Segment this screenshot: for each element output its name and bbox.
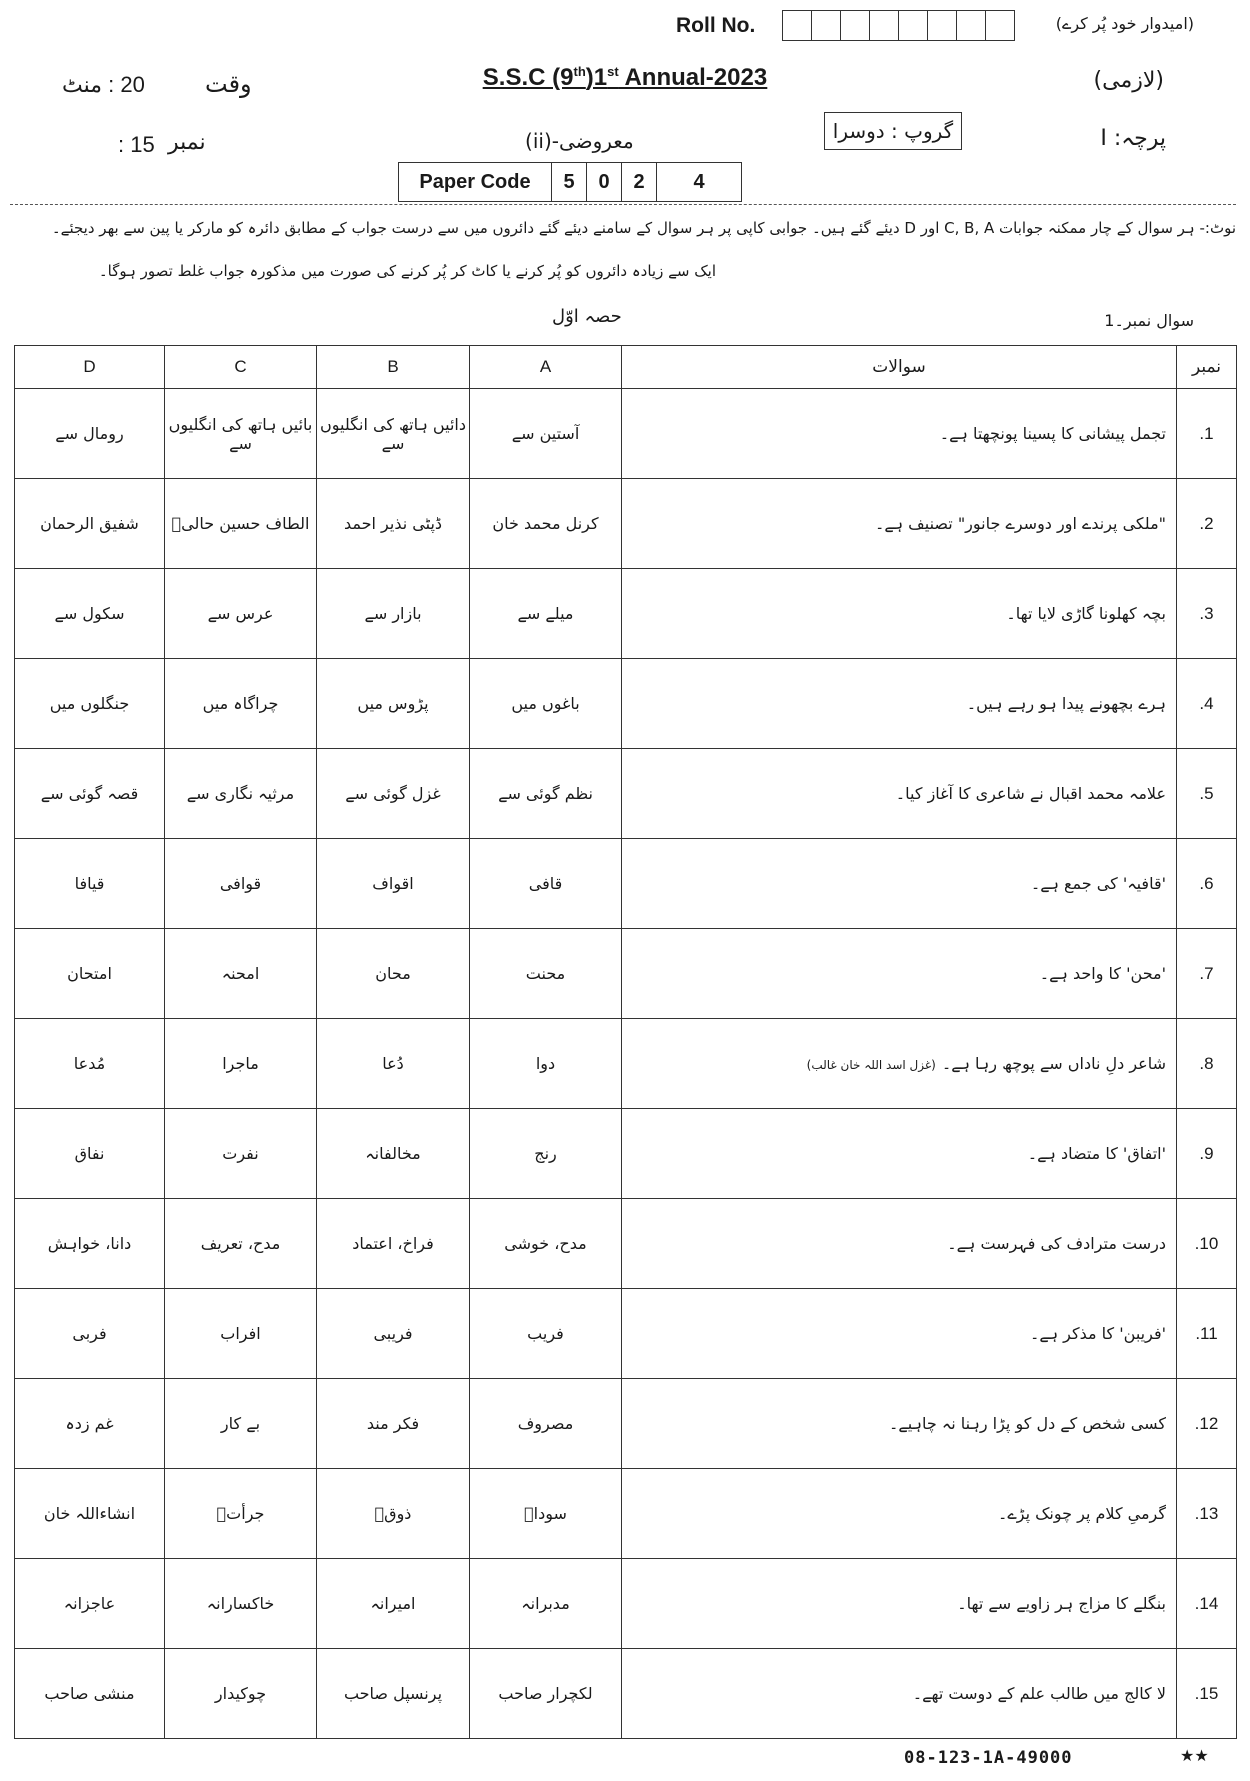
question-text-main: کسی شخص کے دل کو پڑا رہنا نہ چاہیے۔ xyxy=(889,1414,1166,1433)
option-d: رومال سے xyxy=(15,389,165,479)
roll-number-box[interactable] xyxy=(783,11,812,40)
exam-title: S.S.C (9th)1st Annual-2023 xyxy=(482,64,768,91)
question-text xyxy=(622,1379,1177,1469)
option-d: قصہ گوئی سے xyxy=(15,749,165,839)
time-label: وقت xyxy=(205,70,252,98)
question-text-main: بنگلے کا مزاج ہر زاویے سے تھا۔ xyxy=(957,1594,1166,1613)
table-row xyxy=(15,479,1237,569)
roll-number-box[interactable] xyxy=(957,11,986,40)
question-text xyxy=(622,479,1177,569)
option-d: مُدعا xyxy=(15,1019,165,1109)
option-c: مدح، تعریف xyxy=(165,1199,317,1289)
table-row xyxy=(15,1469,1237,1559)
option-a: آستین سے xyxy=(470,389,622,479)
header-option-a: A xyxy=(470,346,622,389)
table-row xyxy=(15,659,1237,749)
option-a: لکچرار صاحب xyxy=(470,1649,622,1739)
option-c: مرثیہ نگاری سے xyxy=(165,749,317,839)
question-text xyxy=(622,1019,1177,1109)
question-text-main: بچہ کھلونا گاڑی لایا تھا۔ xyxy=(1006,604,1166,623)
option-a: سوداؔ xyxy=(470,1469,622,1559)
paper-code-digit: 2 xyxy=(622,163,657,201)
footer-stars: ★★ xyxy=(1180,1746,1209,1765)
question-number: .4 xyxy=(1177,659,1237,749)
option-b: فکر مند xyxy=(317,1379,470,1469)
question-number: .14 xyxy=(1177,1559,1237,1649)
option-b: بازار سے xyxy=(317,569,470,659)
table-row xyxy=(15,1019,1237,1109)
option-b: فریبی xyxy=(317,1289,470,1379)
option-b: دُعا xyxy=(317,1019,470,1109)
question-text-main: 'فریبن' کا مذکر ہے۔ xyxy=(1029,1324,1166,1343)
option-a: رنج xyxy=(470,1109,622,1199)
roll-number-box[interactable] xyxy=(812,11,841,40)
option-d: منشی صاحب xyxy=(15,1649,165,1739)
footer-code: 08-123-1A-49000 xyxy=(904,1748,1073,1768)
question-text-main: ہرے بچھونے پیدا ہو رہے ہیں۔ xyxy=(966,694,1166,713)
question-number: .6 xyxy=(1177,839,1237,929)
group-box: گروپ : دوسرا xyxy=(824,112,962,150)
option-a: قافی xyxy=(470,839,622,929)
question-number-label: سوال نمبر۔1 xyxy=(1104,311,1194,330)
option-a: محنت xyxy=(470,929,622,1019)
table-row xyxy=(15,839,1237,929)
option-b: ڈپٹی نذیر احمد xyxy=(317,479,470,569)
question-number: .1 xyxy=(1177,389,1237,479)
option-c: نفرت xyxy=(165,1109,317,1199)
question-text-main: "ملکی پرندے اور دوسرے جانور" تصنیف ہے۔ xyxy=(874,514,1166,533)
question-text-main: لا کالج میں طالب علم کے دوست تھے۔ xyxy=(912,1684,1166,1703)
option-a: نظم گوئی سے xyxy=(470,749,622,839)
option-b: غزل گوئی سے xyxy=(317,749,470,839)
question-text xyxy=(622,1109,1177,1199)
header-number: نمبر xyxy=(1177,346,1237,389)
question-number: .13 xyxy=(1177,1469,1237,1559)
option-a: دوا xyxy=(470,1019,622,1109)
question-number: .10 xyxy=(1177,1199,1237,1289)
table-row xyxy=(15,569,1237,659)
option-d: غم زدہ xyxy=(15,1379,165,1469)
table-row xyxy=(15,1109,1237,1199)
option-d: سکول سے xyxy=(15,569,165,659)
question-text-main: علامہ محمد اقبال نے شاعری کا آغاز کیا۔ xyxy=(895,784,1166,803)
option-b: پرنسپل صاحب xyxy=(317,1649,470,1739)
option-d: عاجزانہ xyxy=(15,1559,165,1649)
roll-number-box[interactable] xyxy=(986,11,1014,40)
option-b: امیرانہ xyxy=(317,1559,470,1649)
option-c: ماجرا xyxy=(165,1019,317,1109)
paper-code-digit: 0 xyxy=(587,163,622,201)
marks-value: 15 : xyxy=(118,132,155,157)
question-text-main: تجمل پیشانی کا پسینا پونچھتا ہے۔ xyxy=(939,424,1166,443)
roll-number-box[interactable] xyxy=(870,11,899,40)
instruction-note-2: ایک سے زیادہ دائروں کو پُر کرنے یا کاٹ کر پُر کرنے کی صورت میں مذکورہ جواب غلط تصور ہوگا۔ xyxy=(98,262,716,280)
instruction-note-1: نوٹ:- ہر سوال کے چار ممکنہ جوابات C, B, A اور D دیئے گئے ہیں۔ جوابی کاپی پر ہر سوال کے سامنے دیئے گئے دائروں میں سے درست جواب کے مطابق دائرہ کو مارکر یا پین سے بھر دیجئے۔ xyxy=(51,219,1236,237)
question-text-main: شاعر دلِ ناداں سے پوچھ رہا ہے۔ xyxy=(941,1054,1166,1073)
option-a: مدح، خوشی xyxy=(470,1199,622,1289)
option-b: پڑوس میں xyxy=(317,659,470,749)
paper-code-label: Paper Code xyxy=(399,163,552,201)
question-text xyxy=(622,929,1177,1019)
header-option-b: B xyxy=(317,346,470,389)
objective-label: معروضی-(ii) xyxy=(525,129,634,153)
question-text xyxy=(622,1199,1177,1289)
paper-code-digit: 5 xyxy=(552,163,587,201)
option-b: فراخ، اعتماد xyxy=(317,1199,470,1289)
option-c: خاکسارانہ xyxy=(165,1559,317,1649)
question-number: .9 xyxy=(1177,1109,1237,1199)
roll-number-box[interactable] xyxy=(841,11,870,40)
paper-label: پرچہ: I xyxy=(1100,126,1166,151)
compulsory-label: (لازمی) xyxy=(1093,68,1164,93)
option-b: دائیں ہاتھ کی انگلیوں سے xyxy=(317,389,470,479)
section-title: حصہ اوّل xyxy=(552,306,622,327)
option-d: فربی xyxy=(15,1289,165,1379)
question-number: .2 xyxy=(1177,479,1237,569)
paper-code-box xyxy=(398,162,742,202)
header-option-c: C xyxy=(165,346,317,389)
paper-code-digit: 4 xyxy=(693,171,705,193)
question-text xyxy=(622,1559,1177,1649)
question-text-main: 'محن' کا واحد ہے۔ xyxy=(1039,964,1166,983)
option-c: افراب xyxy=(165,1289,317,1379)
option-b: ذوقؔ xyxy=(317,1469,470,1559)
table-row xyxy=(15,1289,1237,1379)
question-number: .5 xyxy=(1177,749,1237,839)
roll-number-boxes[interactable] xyxy=(782,10,1015,41)
question-text xyxy=(622,389,1177,479)
marks-label: نمبر xyxy=(168,130,206,155)
question-text xyxy=(622,659,1177,749)
option-d: شفیق الرحمان xyxy=(15,479,165,569)
option-d: قیافا xyxy=(15,839,165,929)
question-text xyxy=(622,749,1177,839)
question-text-main: گرمیِ کلام پر چونک پڑے۔ xyxy=(997,1504,1166,1523)
question-number: .15 xyxy=(1177,1649,1237,1739)
option-d: جنگلوں میں xyxy=(15,659,165,749)
roll-number-label: Roll No. xyxy=(676,14,756,37)
table-row xyxy=(15,1649,1237,1739)
option-a: مصروف xyxy=(470,1379,622,1469)
question-number: .8 xyxy=(1177,1019,1237,1109)
table-row xyxy=(15,749,1237,839)
question-text-main: 'اتفاق' کا متضاد ہے۔ xyxy=(1027,1144,1166,1163)
option-a: فریب xyxy=(470,1289,622,1379)
question-text-main: 'قافیہ' کی جمع ہے۔ xyxy=(1030,874,1166,893)
table-row xyxy=(15,1379,1237,1469)
header-divider xyxy=(10,204,1236,205)
option-c: امحنہ xyxy=(165,929,317,1019)
option-c: بائیں ہاتھ کی انگلیوں سے xyxy=(165,389,317,479)
mcq-table xyxy=(14,345,1237,1739)
question-text xyxy=(622,569,1177,659)
question-text xyxy=(622,1649,1177,1739)
roll-number-box[interactable] xyxy=(899,11,928,40)
option-a: مدبرانہ xyxy=(470,1559,622,1649)
option-a: باغوں میں xyxy=(470,659,622,749)
option-c: قوافی xyxy=(165,839,317,929)
option-d: امتحان xyxy=(15,929,165,1019)
question-number: .12 xyxy=(1177,1379,1237,1469)
option-c: بے کار xyxy=(165,1379,317,1469)
table-row xyxy=(15,929,1237,1019)
question-text xyxy=(622,1289,1177,1379)
table-header-row xyxy=(15,346,1237,389)
option-b: اقواف xyxy=(317,839,470,929)
option-c: عرس سے xyxy=(165,569,317,659)
question-number: .7 xyxy=(1177,929,1237,1019)
header-questions: سوالات xyxy=(622,346,1177,389)
option-c: چراگاہ میں xyxy=(165,659,317,749)
table-row xyxy=(15,1199,1237,1289)
question-note: (غزل اسد اللہ خان غالب) xyxy=(806,1058,936,1072)
option-d: دانا، خواہش xyxy=(15,1199,165,1289)
question-text xyxy=(622,1469,1177,1559)
option-c: الطاف حسین حالیؔ xyxy=(165,479,317,569)
option-a: کرنل محمد خان xyxy=(470,479,622,569)
question-text xyxy=(622,839,1177,929)
time-value: 20 : منٹ xyxy=(62,72,145,97)
option-b: مخالفانہ xyxy=(317,1109,470,1199)
option-c: جرأتؔ xyxy=(165,1469,317,1559)
header-option-d: D xyxy=(15,346,165,389)
question-number: .3 xyxy=(1177,569,1237,659)
roll-number-box[interactable] xyxy=(928,11,957,40)
table-row xyxy=(15,389,1237,479)
question-number: .11 xyxy=(1177,1289,1237,1379)
table-row xyxy=(15,1559,1237,1649)
candidate-fill-note: (امیدوار خود پُر کرے) xyxy=(1055,14,1194,33)
option-a: میلے سے xyxy=(470,569,622,659)
option-d: انشاءاللہ خان xyxy=(15,1469,165,1559)
option-c: چوکیدار xyxy=(165,1649,317,1739)
option-d: نفاق xyxy=(15,1109,165,1199)
question-text-main: درست مترادف کی فہرست ہے۔ xyxy=(947,1234,1166,1253)
option-b: محان xyxy=(317,929,470,1019)
